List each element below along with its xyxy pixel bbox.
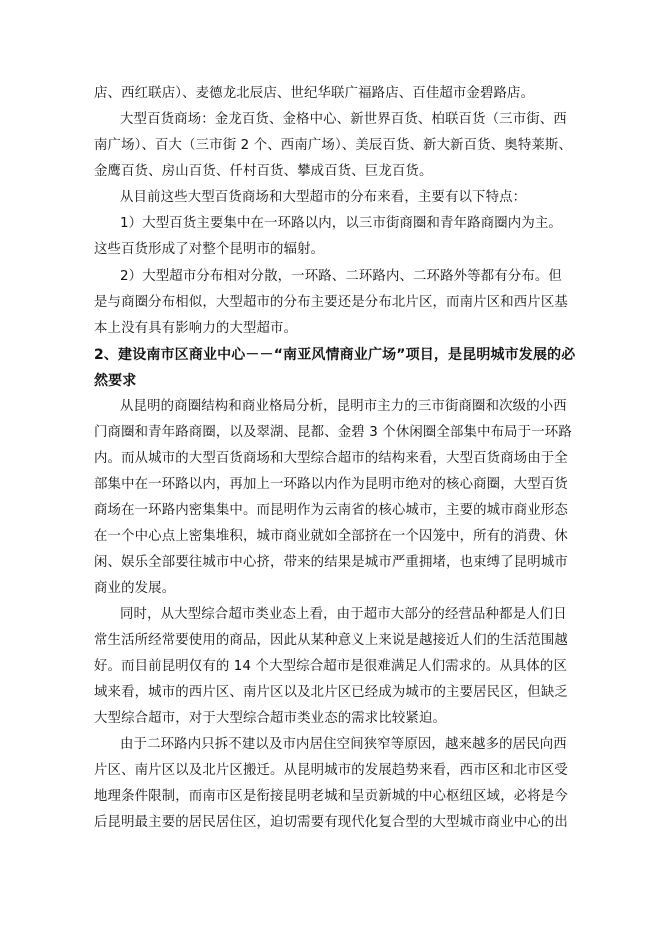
text-line: 后昆明最主要的居民居住区，迫切需要有现代化复合型的大型城市商业中心的出: [94, 815, 568, 830]
text-line: 好。而目前昆明仅有的 14 个大型综合超市是很难满足人们需求的。从具体的区: [94, 659, 567, 674]
text-line: 大型综合超市，对于大型综合超市类业态的需求比较紧迫。: [94, 711, 447, 726]
text-line: 店、西红联店）、麦德龙北辰店、世纪华联广福路店、百佳超市金碧路店。: [94, 86, 535, 101]
text-line: 这些百货形成了对整个昆明市的辐射。: [94, 242, 325, 257]
text-line: 同时，从大型综合超市类业态上看，由于超市大部分的经营品种都是人们日: [120, 607, 567, 622]
text-line: 本上没有具有影响力的大型超市。: [94, 321, 298, 336]
text-line: 闲、娱乐全部要往城市中心挤，带来的结果是城市严重拥堵，也束缚了昆明城市: [94, 555, 568, 570]
text-line: 南广场）、百大（三市街 2 个、西南广场）、美辰百货、新大新百货、奥特莱斯、: [94, 138, 573, 153]
text-line: 金鹰百货、房山百货、仟村百货、攀成百货、巨龙百货。: [94, 164, 433, 179]
text-line: 是与商圈分布相似，大型超市的分布主要还是分布北片区，而南片区和西片区基: [94, 295, 568, 310]
text-line: 大型百货商场：金龙百货、金格中心、新世界百货、柏联百货（三市街、西: [120, 112, 567, 127]
text-line: 常生活所经常要使用的商品，因此从某种意义上来说是越接近人们的生活范围越: [94, 633, 568, 648]
text-line: 商场在一环路内密集集中。而昆明作为云南省的核心城市，主要的城市商业形态: [94, 503, 568, 518]
text-line: 地理条件限制，而南市区是衔接昆明老城和呈贡新城的中心枢纽区域，必将是今: [94, 789, 568, 804]
text-line: 由于二环路内只拆不建以及市内居住空间狭窄等原因，越来越多的居民向西: [120, 737, 567, 752]
section-heading: 2、建设南市区商业中心－－“南亚风情商业广场”项目，是昆明城市发展的必: [94, 347, 576, 363]
text-line: 从目前这些大型百货商场和大型超市的分布来看，主要有以下特点：: [120, 190, 527, 205]
text-line: 商业的发展。: [94, 581, 176, 596]
text-line: 在一个中心点上密集堆积，城市商业就如全部挤在一个囚笼中，所有的消费、休: [94, 529, 568, 544]
text-line: 从昆明的商圈结构和商业格局分析，昆明市主力的三市街商圈和次级的小西: [120, 399, 567, 414]
text-line: 内。而从城市的大型百货商场和大型综合超市的结构来看，大型百货商场由于全: [94, 451, 568, 466]
text-line: 域来看，城市的西片区、南片区以及北片区已经成为城市的主要居民区，但缺乏: [94, 685, 568, 700]
text-line: 2）大型超市分布相对分散，一环路、二环路内、二环路外等都有分布。但: [120, 269, 562, 284]
text-line: 部集中在一环路以内，再加上一环路以内作为昆明市绝对的核心商圈，大型百货: [94, 477, 568, 492]
text-line: 门商圈和青年路商圈，以及翠湖、昆都、金碧 3 个休闲圈全部集中布局于一环路: [94, 425, 572, 440]
section-heading: 然要求: [94, 373, 137, 389]
text-line: 1）大型百货主要集中在一环路以内，以三市街商圈和青年路商圈内为主。: [120, 216, 562, 231]
text-line: 片区、南片区以及北片区搬迁。从昆明城市的发展趋势来看，西市区和北市区受: [94, 763, 568, 778]
